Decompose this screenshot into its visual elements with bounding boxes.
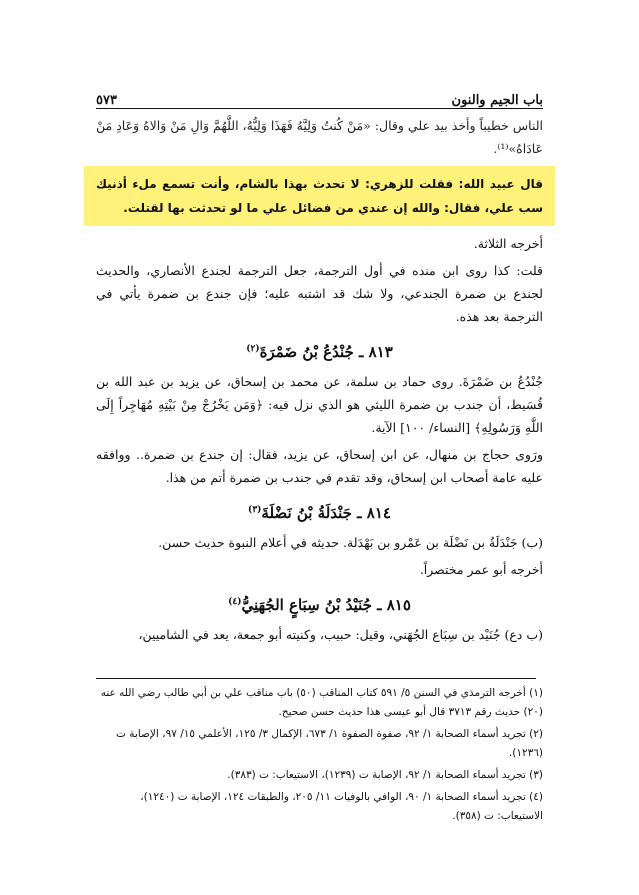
chapter-title: باب الجيم والنون bbox=[451, 93, 543, 108]
footnote-ref-2: (٢) bbox=[246, 344, 260, 354]
footnote-4: (٤) تجريد أسماء الصحابة ١/ ٩٠، الوافي بالوفيات ١١/ ٢٠٥، والطبقات ١٢٤، الإصابة ت (١٢٤٠)، الاستيعاب: ت (٣٥٨). bbox=[140, 791, 543, 822]
entry-title-815-text: ٨١٥ ـ جُنَيْدُ بْنُ سِبَاعٍ الجُهَنِيُّ bbox=[241, 596, 411, 614]
footnotes bbox=[96, 684, 543, 829]
page-number: ٥٧٣ bbox=[96, 93, 117, 108]
entry-title-813 bbox=[96, 338, 543, 364]
paragraph-hadith: الناس خطيباً وأخذ بيد علي وقال: «مَنْ كُنتُ وَلِيَّهُ فَهَذَا وَلِيُّهُ، اللَّهُمَّ وَالِ مَنْ وَالاهُ وَعَادِ مَنْ عَادَاهُ»⁽¹⁾. bbox=[96, 118, 543, 156]
footnote-3: (٣) تجريد أسماء الصحابة ١/ ٩٢، الإصابة ت (١٢٣٩)، الاستيعاب: ت (٣٨٣). bbox=[227, 769, 543, 781]
paragraph-takhrij: أخرجه الثلاثة. bbox=[473, 236, 543, 251]
highlighted-passage bbox=[84, 166, 555, 226]
page-header bbox=[96, 86, 543, 109]
entry-title-815 bbox=[96, 591, 543, 617]
main-text bbox=[96, 114, 543, 650]
highlighted-text: قال عبيد الله: فقلت للزهري: لا تحدث بهذا بالشام، وأنت تسمع ملء أذنيك سب علي، فقال: والله إن عندي من فضائل علي ما لو تحدثت بها لقتلت. bbox=[96, 177, 543, 215]
footnote-1: (١) أخرجه الترمذي في السنن ٥/ ٥٩١ كتاب المناقب (٥٠) باب مناقب علي بن أبي طالب رضي الله عنه (٢٠) حديث رقم ٣٧١٣ قال أبو عيسى هذا حديث حسن صحيح. bbox=[100, 687, 543, 718]
entry-815-paragraph-1: (ب دع) جُنَيْد بن سِبَاع الجُهَني، وقيل: حبيب، وكنيته أبو جمعة، يعد في الشاميين، bbox=[138, 627, 543, 642]
entry-title-814-text: ٨١٤ ـ جَنْدَلَةُ بْنُ نَضْلَةَ bbox=[261, 504, 391, 522]
paragraph-comment: قلت: كذا روى ابن منده في أول الترجمة، جعل الترجمة لجندع الأنصاري، والحديث لجندع بن ضمرة الجندعي، ولا شك قد اشتبه عليه؛ فإن جندع بن ضمرة يأتي في الترجمة بعد هذه. bbox=[96, 263, 543, 324]
entry-813-paragraph-1: جُنْدُعُ بن ضَمْرَةَ. روى حماد بن سلمة، عن محمد بن إسحاق، عن يزيد بن عبد الله بن قُسَيط، أن جندب بن ضمرة الليثي هو الذي نزل فيه: ﴿وَمَن يَخْرُجْ مِنْ بَيْتِهِ مُهَاجِراً إِلَى اللَّهِ وَرَسُولِهِ﴾ [النساء/ ١٠٠] الآية. bbox=[96, 374, 543, 435]
entry-814-paragraph-2: أخرجه أبو عمر مختصراً. bbox=[419, 562, 543, 577]
footnote-divider bbox=[96, 678, 536, 679]
footnote-ref-4: (٤) bbox=[228, 597, 242, 607]
entry-814-paragraph-1: (ب) جَنْدَلَةُ بن نَضْلَة بن عَمْرو بن بَهْدَلة. حديثه في أعلام النبوة حديث حسن. bbox=[158, 535, 543, 550]
entry-title-813-text: ٨١٣ ـ جُنْدُعُ بْنُ ضَمْرَةَ bbox=[259, 343, 393, 361]
footnote-ref-3: (٣) bbox=[248, 505, 262, 515]
entry-813-paragraph-2: ورَوى حجاج بن منهال، عن ابن إسحاق، عن يزيد، فقال: إن جندع بن ضمرة.. ووافقه عليه عامة أصحاب ابن إسحاق، وقد تقدم في جندب بن ضمرة أتم من هذا. bbox=[96, 447, 543, 485]
entry-title-814 bbox=[96, 499, 543, 525]
footnote-2: (٢) تجريد أسماء الصحابة ١/ ٩٢، صفوة الصفوة ١/ ٦٧٣، الإكمال ٣/ ١٢٥، الأعلمي ١٥/ ٩٧، الإصابة ت (١٢٣٦). bbox=[116, 728, 543, 759]
